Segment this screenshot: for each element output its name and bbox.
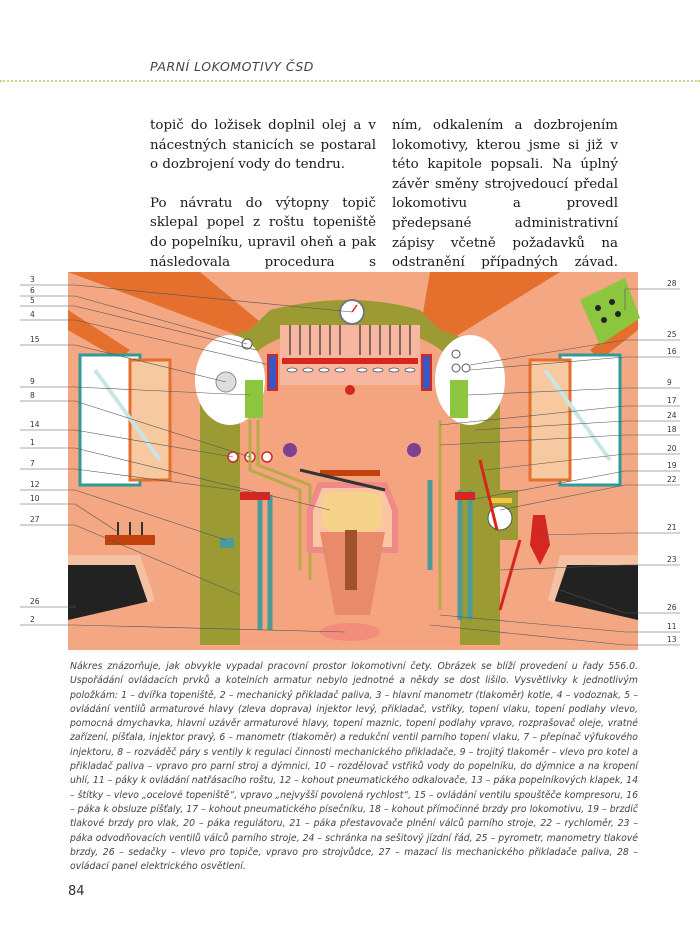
- callout-number: 9: [667, 378, 672, 387]
- window-left-inner: [130, 360, 170, 480]
- callout-number: 19: [667, 461, 677, 470]
- leader-line: [20, 605, 75, 607]
- callout-number: 28: [667, 279, 677, 288]
- callout-number: 12: [30, 480, 40, 489]
- stoker-base: [320, 623, 380, 641]
- callout-number: 23: [667, 555, 677, 564]
- knob-icon: [407, 443, 421, 457]
- paragraph: ním, odkalením a dozbrojením lokomotivy, kterou jsme si již v této kapitole popsali. Na úplný závěr směny strojvedoucí předal lokomotivu a provedl předepsané administrativní zápisy včetně požadavků na odstranění případných závad.: [392, 118, 618, 271]
- gauge-icon: [462, 364, 470, 372]
- cab-diagram: [0, 270, 700, 655]
- gauge-icon: [452, 364, 460, 372]
- stoker-body: [345, 530, 357, 590]
- callout-number: 22: [667, 475, 677, 484]
- callout-number: 9: [30, 377, 35, 386]
- triple-gauge-right: [450, 380, 468, 418]
- callout-number: 6: [30, 286, 35, 295]
- blowdown-cock: [220, 538, 234, 548]
- triple-gauge-left: [245, 380, 263, 418]
- knob-icon: [283, 443, 297, 457]
- callout-number: 20: [667, 444, 677, 453]
- bench: [320, 470, 380, 476]
- steam-pipe: [282, 358, 418, 364]
- callout-number: 11: [667, 622, 677, 631]
- water-gauge-right: [422, 355, 431, 390]
- figure-caption: Nákres znázorňuje, jak obvykle vypadal pracovní prostor lokomotivní čety. Obrázek se blíží provedení u řady 556.0. Uspořádání ovládacích prvků a kotelních armatur nebylo jednotné a někdy se dost lišilo. Vysvětlivky k jednotlivým položkám: 1 – dvířka topeniště, 2 – mechanický přikladač paliva, 3 – hlavní manometr (tlakoměr) kotle, 4 – vodoznak, 5 – ovládání ventilů armaturové hlavy (zleva doprava) injektor levý, přikladač, vstřiky, topení vlaku, topení podlahy vlevo, pomocná dmychavka, hlavní uzávěr armaturové hlavy, topení maznic, topení podlahy vpravo, rozprašovač oleje, vratné zařízení, píšťala, injektor pravý, 6 – manometr (tlakoměr) a redukční ventil parního topení vlaku, 7 – přepínač výfukového injektoru, 8 – rozváděč páry s ventily k regulaci činnosti mechanického přikladače, 9 – trojitý tlakoměr – vlevo pro kotel a přikladač paliva – vpravo pro parní stroj a dýmnici, 10 – rozdělovač vstřiků vody do popelníku, do dýmnice a na kropení uhlí, 11 – páky k ovládání natřásacího roštu, 12 – kohout pneumatického odkalovače, 13 – páka popelníkových klapek, 14 – štítky – vlevo „ocelové topeniště“, vpravo „nejvyšší povolená rychlost“, 15 – ovládání ventilu spouštěče kompresoru, 16 – páka k obsluze píšťaly, 17 – kohout pneumatického písečníku, 18 – kohout přímočinné brzdy pro lokomotivu, 19 – brzdič tlakové brzdy pro vlak, 20 – páka regulátoru, 21 – páka přestavovače plnění válců parního stroje, 22 – rychloměr, 23 – páka odvodňovacích ventilů válců parního stroje, 24 – schránka na sešitový jízdní řád, 25 – pyrometr, manometry tlakové brzdy, 26 – sedačky – vlevo pro topiče, vpravo pro strojvůdce, 27 – mazací lis mechanického přikladače paliva, 28 – ovládací panel elektrického osvětlení.: [70, 661, 638, 873]
- gauge-icon: [452, 350, 460, 358]
- callout-number: 4: [30, 310, 35, 319]
- valve-handle: [240, 492, 270, 500]
- paragraph: topič do ložisek doplnil olej a v nácestných stanicích se postaral o dozbrojení vody do tendru.: [150, 118, 376, 173]
- paragraph: Po návratu do výtopny topič sklepal popel z roštu topeniště do popelníku, upravil oheň a pak následovala procedura s: [150, 195, 376, 270]
- callout-number: 18: [667, 425, 677, 434]
- callout-number: 7: [30, 459, 35, 468]
- page-number: 84: [68, 884, 85, 899]
- firebox-door: [322, 492, 382, 532]
- callout-number: 16: [667, 347, 677, 356]
- callout-number: 26: [667, 603, 677, 612]
- callout-number: 5: [30, 296, 35, 305]
- callout-number: 2: [30, 615, 35, 624]
- callout-number: 8: [30, 391, 35, 400]
- callout-number: 26: [30, 597, 40, 606]
- callout-labels-right: [667, 279, 677, 644]
- callout-number: 3: [30, 275, 35, 284]
- callout-number: 27: [30, 515, 40, 524]
- manifold: [280, 325, 420, 385]
- callout-number: 10: [30, 494, 40, 503]
- water-gauge-left: [268, 355, 277, 390]
- water-distributor: [105, 535, 155, 545]
- page-header: [0, 0, 700, 80]
- valve-knob: [345, 385, 355, 395]
- header-divider: [0, 80, 700, 82]
- callout-number: 24: [667, 411, 677, 420]
- callout-number: 25: [667, 330, 677, 339]
- callout-labels-left: [30, 275, 40, 624]
- running-title: PARNÍ LOKOMOTIVY ČSD: [150, 59, 314, 74]
- callout-number: 15: [30, 335, 40, 344]
- callout-number: 1: [30, 438, 35, 447]
- valve-handle: [455, 492, 475, 500]
- side-panel-right: [435, 335, 505, 425]
- callout-number: 14: [30, 420, 40, 429]
- callout-number: 13: [667, 635, 677, 644]
- callout-number: 21: [667, 523, 677, 532]
- callout-number: 17: [667, 396, 677, 405]
